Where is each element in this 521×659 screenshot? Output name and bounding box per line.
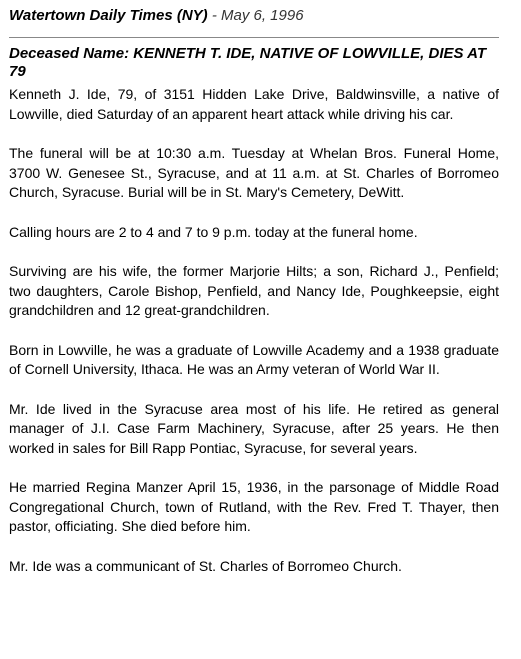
paragraph-death-notice: Kenneth J. Ide, 79, of 3151 Hidden Lake Drive, Baldwinsville, a native of Lowville, died Saturday of an apparent heart attack while driving his car. xyxy=(9,86,499,122)
obituary-body xyxy=(9,85,499,576)
masthead xyxy=(9,6,512,26)
publication-date: May 6, 1996 xyxy=(221,7,304,24)
masthead-separator: - xyxy=(207,7,221,24)
paragraph-survivors: Surviving are his wife, the former Marjorie Hilts; a son, Richard J., Penfield; two daughters, Carole Bishop, Penfield, and Nancy Ide, Poughkeepsie, eight grandchildren and 12 great-grandchildren. xyxy=(9,263,499,318)
obituary-headline: Deceased Name: KENNETH T. IDE, NATIVE OF LOWVILLE, DIES AT 79 xyxy=(9,45,487,80)
paragraph-church: Mr. Ide was a communicant of St. Charles of Borromeo Church. xyxy=(9,557,402,574)
header-divider xyxy=(9,37,499,38)
paragraph-funeral: The funeral will be at 10:30 a.m. Tuesday at Whelan Bros. Funeral Home, 3700 W. Genesee St., Syracuse, and at 11 a.m. at St. Charles of Borromeo Church, Syracuse. Burial will be in St. Mary's Cemetery, DeWitt. xyxy=(9,145,499,200)
paragraph-marriage: He married Regina Manzer April 15, 1936, in the parsonage of Middle Road Congregational Church, town of Rutland, with the Rev. Fred T. Thayer, then pastor, officiating. She died before him. xyxy=(9,479,499,534)
newspaper-name: Watertown Daily Times (NY) xyxy=(9,7,208,24)
paragraph-education: Born in Lowville, he was a graduate of Lowville Academy and a 1938 graduate of Cornell University, Ithaca. He was an Army veteran of World War II. xyxy=(9,341,499,377)
paragraph-career: Mr. Ide lived in the Syracuse area most of his life. He retired as general manager of J.I. Case Farm Machinery, Syracuse, after 25 years. He then worked in sales for Bill Rapp Pontiac, Syracuse, for several years. xyxy=(9,400,499,456)
paragraph-calling-hours: Calling hours are 2 to 4 and 7 to 9 p.m. today at the funeral home. xyxy=(9,223,418,240)
